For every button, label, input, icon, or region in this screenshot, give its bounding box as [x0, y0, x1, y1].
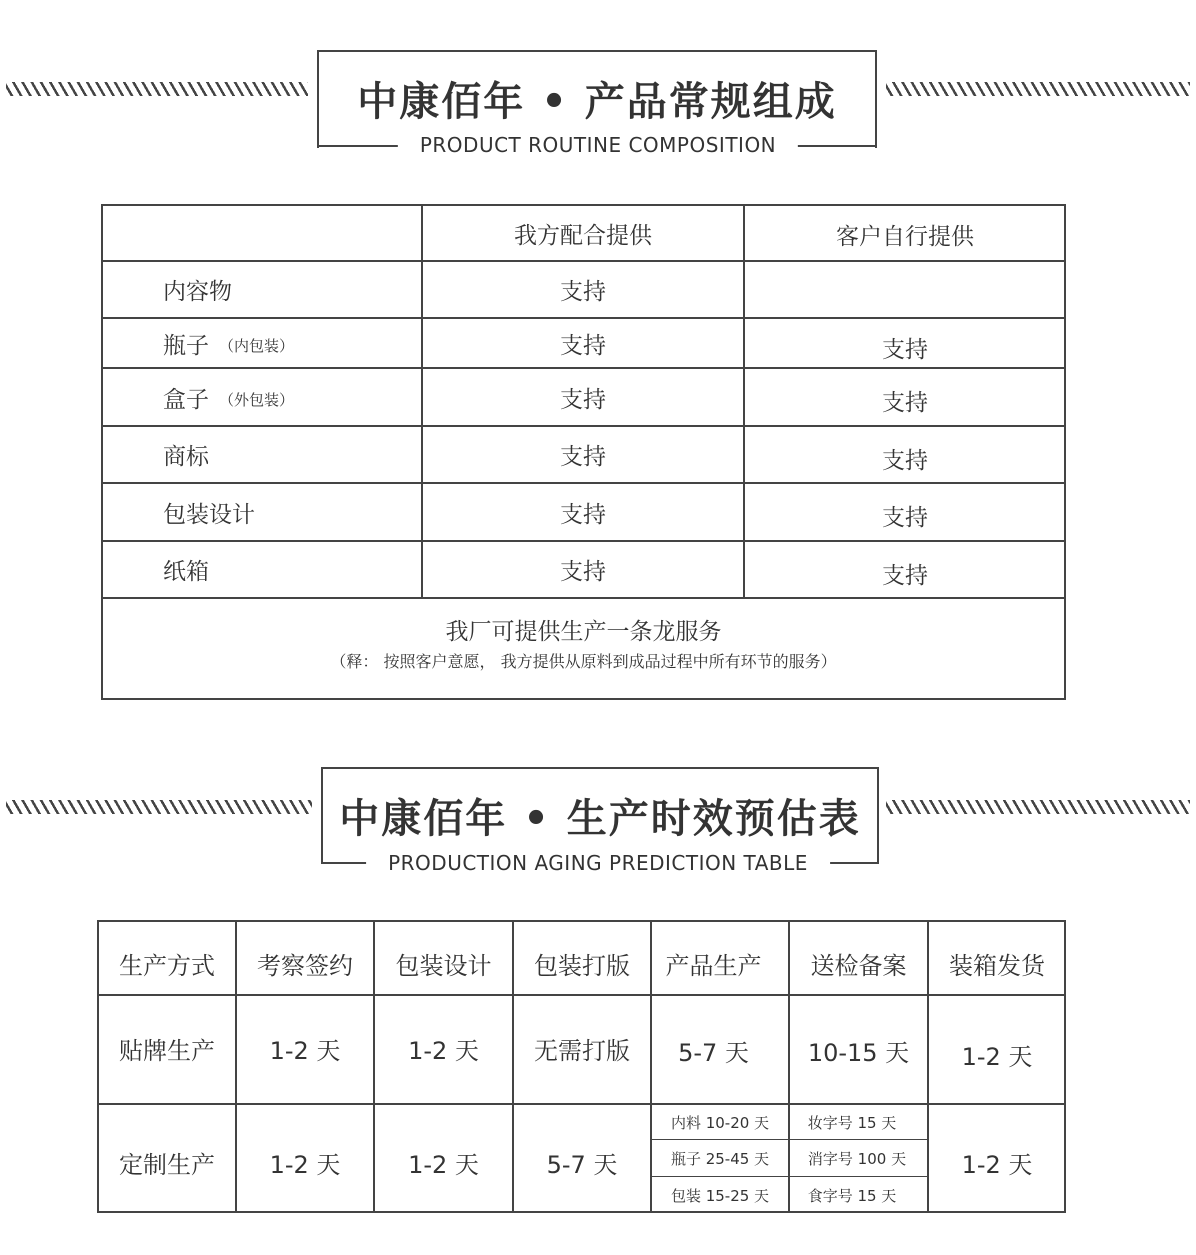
decorative-hatch-right: [886, 82, 1190, 96]
row-item-contents: [163, 262, 421, 317]
header-production: 产品生产: [665, 951, 762, 980]
decorative-hatch-right: [886, 800, 1190, 814]
section1-subtitle: PRODUCT ROUTINE COMPOSITION: [398, 133, 798, 157]
row2-shipping: 1-2 天: [961, 1150, 1033, 1179]
row-customer: 支持: [882, 562, 928, 589]
row-item-label: 瓶子: [163, 332, 209, 359]
row-ours: 支持: [560, 279, 606, 305]
row2-production-package: 包装 15-25 天: [670, 1187, 770, 1205]
header-proof: 包装打版: [534, 951, 630, 980]
row-item-box: [163, 369, 421, 425]
section1-title: 中康佰年 • 产品常规组成: [357, 79, 837, 125]
header-design: 包装设计: [395, 951, 492, 980]
row-item-label: 内容物: [163, 279, 232, 305]
row-item-trademark: [163, 427, 421, 482]
row-customer: 支持: [882, 504, 928, 531]
row1-method: 贴牌生产: [119, 1036, 215, 1065]
row2-filing-food: 食字号 15 天: [807, 1186, 897, 1205]
row2-filing-disinfect: 消字号 100 天: [807, 1149, 907, 1168]
row1-design: 1-2 天: [408, 1036, 479, 1065]
row2-survey: 1-2 天: [269, 1150, 341, 1179]
row2-method: 定制生产: [119, 1150, 215, 1179]
row2-production-inner: 内料 10-20 天: [670, 1113, 770, 1132]
footer-note: （释： 按照客户意愿， 我方提供从原料到成品过程中所有环节的服务）: [330, 651, 837, 671]
section2-subtitle: PRODUCTION AGING PREDICTION TABLE: [366, 851, 830, 875]
row-item-carton: [163, 542, 421, 597]
row-item-label: 商标: [163, 444, 209, 470]
header-survey: 考察签约: [257, 951, 353, 980]
header-customer: 客户自行提供: [836, 223, 974, 250]
row-item-note: （外包装）: [219, 390, 295, 409]
section2-title: 中康佰年 • 生产时效预估表: [339, 796, 861, 842]
row-customer: 支持: [882, 336, 928, 363]
header-ours: 我方配合提供: [514, 222, 652, 249]
row-ours: 支持: [560, 332, 606, 359]
row1-production: 5-7 天: [678, 1038, 749, 1067]
row-item-note: （内包装）: [219, 336, 295, 355]
row-item-package-design: [163, 484, 421, 540]
row2-proof: 5-7 天: [546, 1150, 618, 1179]
row-ours: 支持: [560, 559, 606, 585]
decorative-hatch-left: [6, 800, 312, 814]
row1-proof: 无需打版: [534, 1036, 630, 1065]
row-customer: 支持: [882, 447, 928, 474]
row-item-label: 包装设计: [163, 501, 255, 528]
header-method: 生产方式: [119, 951, 215, 980]
row-item-label: 盒子: [163, 386, 209, 413]
footer-main: 我厂可提供生产一条龙服务: [445, 618, 722, 645]
row1-survey: 1-2 天: [269, 1036, 341, 1065]
row-ours: 支持: [560, 386, 606, 413]
row-ours: 支持: [560, 501, 606, 528]
row-item-label: 纸箱: [163, 559, 209, 585]
row2-production-bottle: 瓶子 25-45 天: [670, 1150, 770, 1168]
row-customer: 支持: [882, 389, 928, 416]
decorative-hatch-left: [6, 82, 308, 96]
row1-filing: 10-15 天: [807, 1038, 910, 1067]
row-ours: 支持: [560, 444, 606, 470]
section2-title-box: [321, 767, 879, 864]
row2-filing-cosmetic: 妆字号 15 天: [807, 1113, 897, 1132]
row2-design: 1-2 天: [408, 1150, 479, 1179]
header-filing: 送检备案: [810, 951, 907, 980]
header-shipping: 装箱发货: [949, 951, 1045, 980]
row-item-bottle: [163, 319, 421, 367]
row1-shipping: 1-2 天: [961, 1042, 1033, 1071]
